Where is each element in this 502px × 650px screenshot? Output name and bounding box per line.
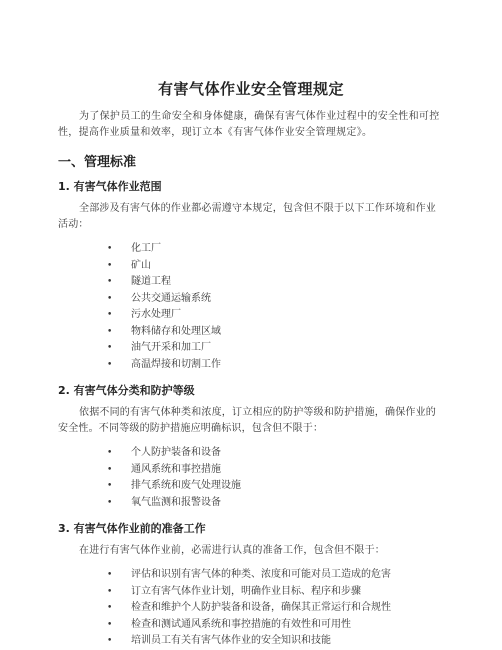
bullet-icon: •: [107, 586, 113, 597]
list-item-text: 化工厂: [131, 243, 161, 254]
list-item: [58, 274, 444, 291]
list-item: [58, 600, 444, 617]
bullet-icon: •: [107, 326, 113, 337]
list-item: [58, 495, 444, 512]
scope-paragraph: 全部涉及有害气体的作业都必需遵守本规定，包含但不限于以下工作环境和作业活动：: [58, 203, 436, 230]
subsection-heading-classification: 2. 有害气体分类和防护等级: [58, 384, 195, 397]
bullet-icon: •: [107, 244, 113, 254]
bullet-icon: •: [107, 359, 113, 370]
preparation-list: [58, 567, 444, 650]
list-item-text: 油气开采和加工厂: [131, 342, 211, 353]
list-item-text: 通风系统和事控措施: [131, 463, 221, 475]
classification-list: [58, 445, 444, 511]
list-item-text: 氧气监测和报警设备: [131, 496, 221, 508]
list-item-text: 培训员工有关有害气体作业的安全知识和技能: [131, 635, 331, 646]
bullet-icon: •: [107, 260, 113, 271]
list-item-text: 高温焊接和切割工作: [131, 358, 221, 370]
list-item-text: 评估和识别有害气体的种类、浓度和可能对员工造成的危害: [131, 569, 391, 580]
bullet-icon: •: [107, 464, 113, 475]
list-item-text: 排气系统和废气处理设施: [131, 480, 241, 491]
list-item: [58, 462, 444, 479]
list-item: [58, 241, 444, 258]
list-item: [58, 340, 444, 357]
bullet-icon: •: [107, 448, 113, 458]
list-item: [58, 258, 444, 275]
list-item: [58, 357, 444, 374]
bullet-icon: •: [107, 570, 113, 580]
list-item: [58, 567, 444, 584]
subsection-heading-preparation: 3. 有害气体作业前的准备工作: [58, 522, 206, 535]
bullet-icon: •: [107, 310, 113, 320]
classification-paragraph: 依据不同的有害气体种类和浓度，订立相应的防护等级和防护措施，确保作业的安全性。不同等级的防护措施应明确标识，包含但不限于：: [58, 407, 436, 434]
bullet-icon: •: [107, 497, 113, 508]
bullet-icon: •: [107, 277, 113, 287]
list-item: [58, 633, 444, 650]
document-title: 有害气体作业安全管理规定: [157, 80, 344, 98]
list-item: [58, 324, 444, 341]
bullet-icon: •: [107, 293, 113, 304]
preparation-paragraph: 在进行有害气体作业前，必需进行认真的准备工作，包含但不限于：: [79, 545, 385, 556]
list-item-text: 矿山: [131, 259, 151, 271]
bullet-icon: •: [107, 603, 113, 613]
list-item-text: 物料储存和处理区域: [131, 325, 221, 337]
bullet-icon: •: [107, 619, 113, 630]
scope-list: [58, 241, 444, 373]
bullet-icon: •: [107, 343, 113, 353]
list-item-text: 个人防护装备和设备: [131, 447, 221, 458]
list-item: [58, 617, 444, 634]
section-heading: 一、管理标准: [58, 155, 137, 170]
list-item-text: 检查和维护个人防护装备和设备，确保其正常运行和合规性: [131, 602, 391, 613]
list-item-text: 订立有害气体作业计划，明确作业目标、程序和步骤: [131, 585, 361, 597]
list-item-text: 公共交通运输系统: [131, 292, 211, 304]
list-item: [58, 291, 444, 308]
bullet-icon: •: [107, 636, 113, 646]
list-item-text: 污水处理厂: [131, 309, 181, 320]
bullet-icon: •: [107, 481, 113, 491]
list-item-text: 隧道工程: [131, 276, 171, 287]
list-item: [58, 584, 444, 601]
list-item: [58, 445, 444, 462]
subsection-heading-scope: 1. 有害气体作业范围: [58, 180, 162, 193]
intro-paragraph: 为了保护员工的生命安全和身体健康，确保有害气体作业过程中的安全性和可控性，提高作业质量和效率，现订立本《有害气体作业安全管理规定》。: [58, 111, 440, 138]
list-item: [58, 307, 444, 324]
list-item: [58, 478, 444, 495]
list-item-text: 检查和测试通风系统和事控措施的有效性和可用性: [131, 618, 351, 630]
